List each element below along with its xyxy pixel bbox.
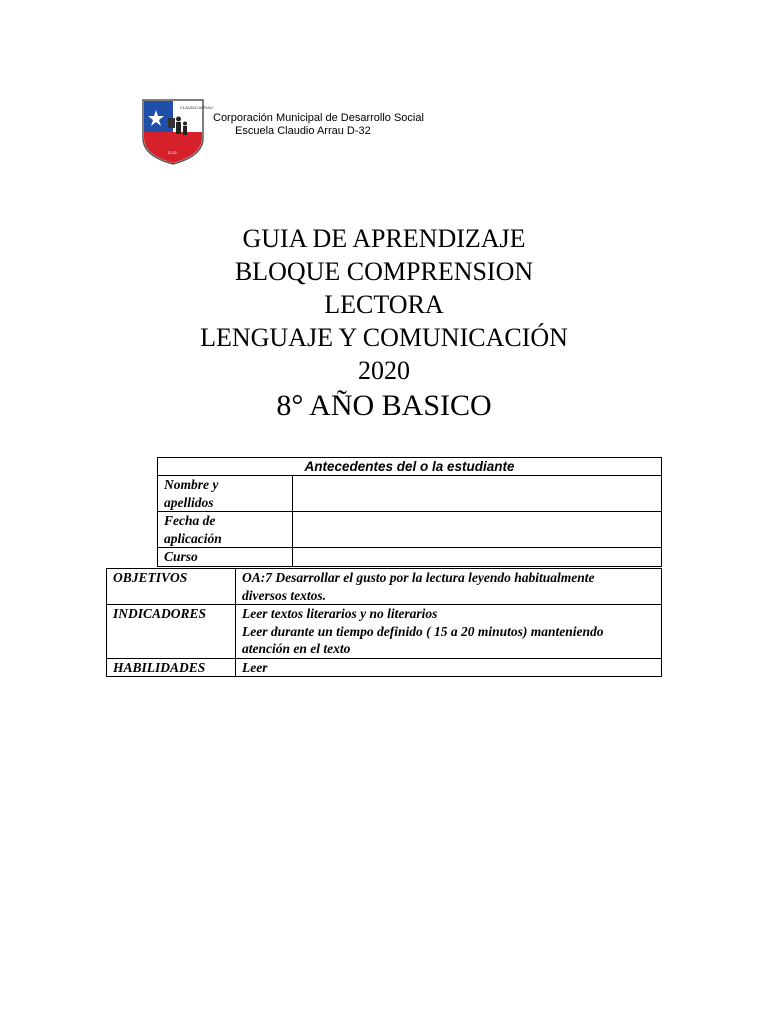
habilidades-label: HABILIDADES: [107, 658, 236, 677]
objetivos-value: OA:7 Desarrollar el gusto por la lectura leyendo habitualmente diversos textos.: [236, 569, 662, 605]
title-line-4: LENGUAJE Y COMUNICACIÓN: [200, 323, 568, 352]
student-table-heading: Antecedentes del o la estudiante: [158, 458, 662, 476]
name-label: Nombre y apellidos: [158, 476, 293, 512]
title-line-2: BLOQUE COMPRENSION: [234, 257, 534, 286]
course-field[interactable]: [293, 548, 662, 567]
title-line-5: 2020: [358, 356, 410, 385]
logo-text-top: CLAUDIO ARRAU: [180, 105, 213, 110]
objetivos-label: OBJETIVOS: [107, 569, 236, 605]
title-line-1: GUIA DE APRENDIZAJE: [242, 224, 526, 253]
document-title: [0, 222, 768, 425]
habilidades-value: Leer: [236, 658, 662, 677]
school-crest-logo: [140, 98, 213, 166]
name-field[interactable]: [293, 476, 662, 512]
date-label: Fecha de aplicación: [158, 512, 293, 548]
indicadores-label: INDICADORES: [107, 605, 236, 659]
indicadores-value: Leer textos literarios y no literarios Leer durante un tiempo definido ( 15 a 20 minutos) manteniendo atención en el texto: [236, 605, 662, 659]
organization-header: [213, 112, 424, 138]
date-field[interactable]: [293, 512, 662, 548]
org-name: Corporación Municipal de Desarrollo Social: [213, 112, 424, 124]
course-label: Curso: [158, 548, 293, 567]
school-name: Escuela Claudio Arrau D-32: [235, 125, 371, 137]
logo-text-bottom: D-32: [168, 150, 177, 155]
student-info-table: [157, 457, 662, 567]
objectives-table: [106, 568, 662, 677]
title-line-3: LECTORA: [324, 290, 444, 319]
title-grade: 8° AÑO BASICO: [276, 389, 492, 422]
